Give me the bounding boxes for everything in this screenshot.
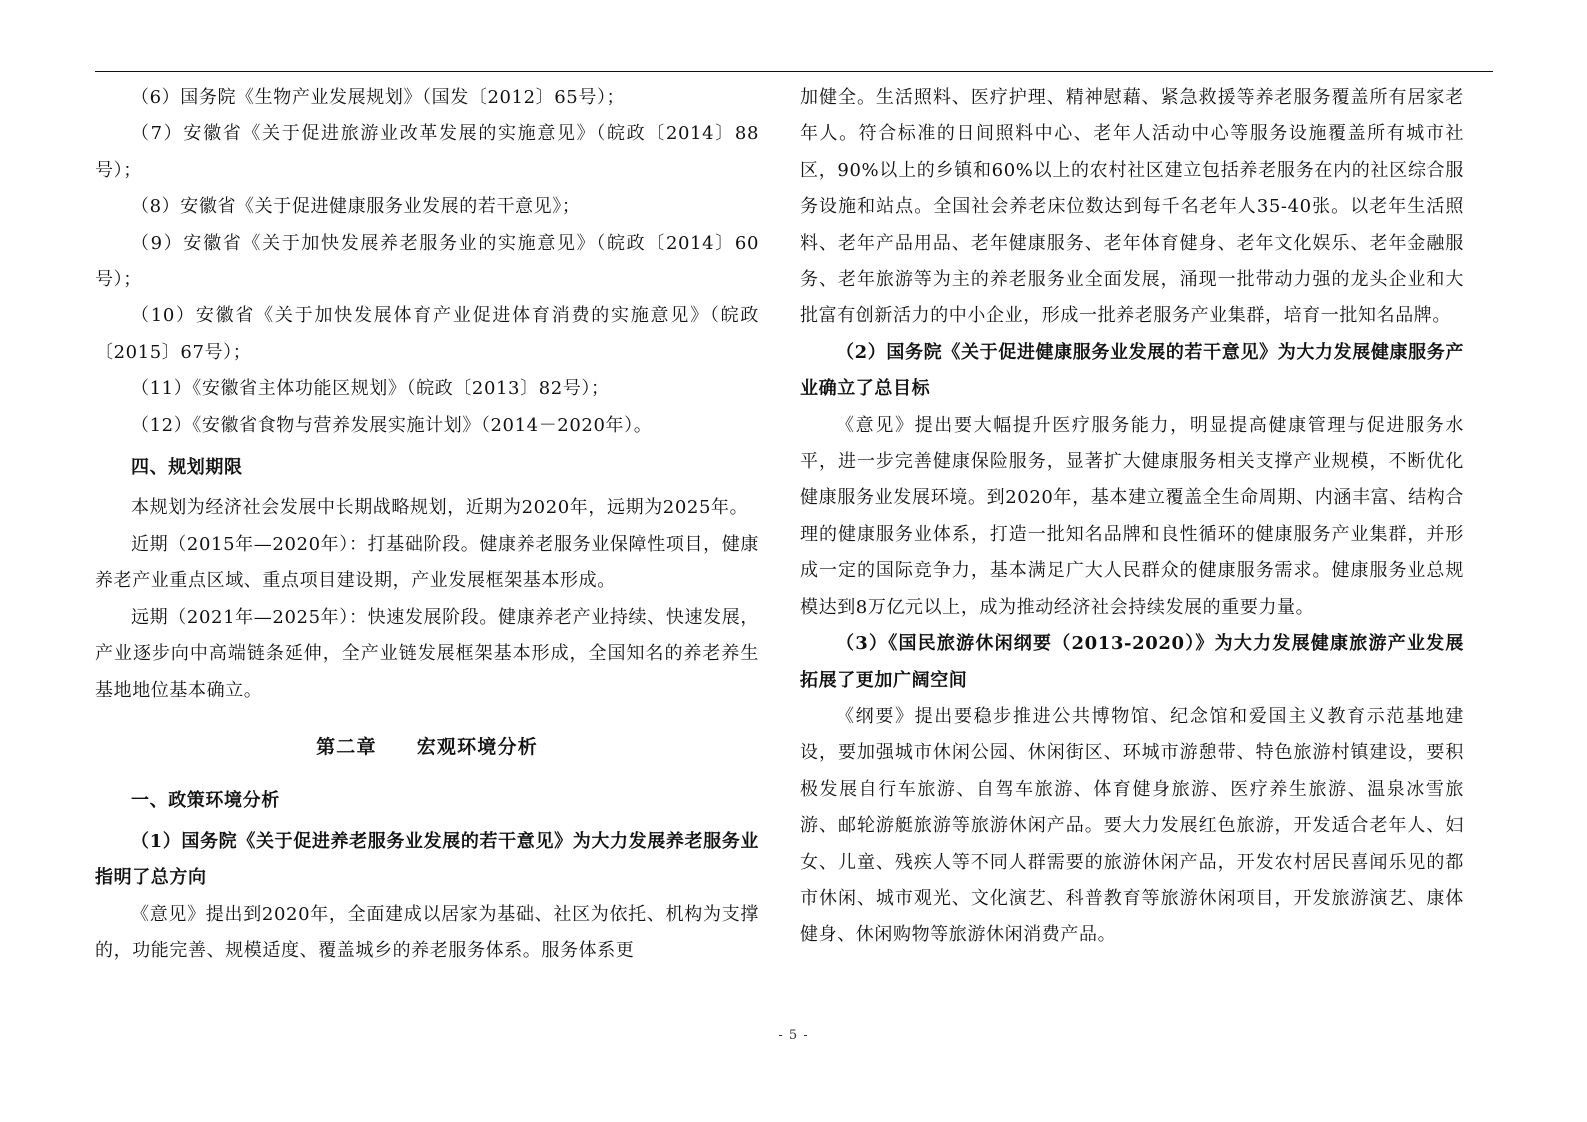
section-heading-policy-environment: 一、政策环境分析 — [131, 790, 280, 812]
reference-item-11: （11）《安徽省主体功能区规划》（皖政〔2013〕82号）； — [131, 378, 610, 400]
reference-item-6: （6）国务院《生物产业发展规划》（国发〔2012〕65号）； — [131, 87, 626, 108]
chapter-title — [95, 729, 759, 765]
reference-item-10: （10）安徽省《关于加快发展体育产业促进体育消费的实施意见》（皖政〔2015〕67号）； — [95, 305, 759, 363]
section-heading-planning-period: 四、规划期限 — [131, 457, 243, 479]
subsection-heading-tourism-leisure: （3）《国民旅游休闲纲要（2013-2020）》为大力发展健康旅游产业发展拓展了更加广阔空间 — [800, 633, 1464, 691]
paragraph-tourism-leisure-outline: 《纲要》提出要稳步推进公共博物馆、纪念馆和爱国主义教育示范基地建设，要加强城市休闲公园、休闲街区、环城市游憩带、特色旅游村镇建设，要积极发展自行车旅游、自驾车旅游、体育健身旅游、医疗养生旅游、温泉冰雪旅游、邮轮游艇旅游等旅游休闲产品。要大力发展红色旅游，开发适合老年人、妇女、儿童、残疾人等不同人群需要的旅游休闲产品，开发农村居民喜闻乐见的都市休闲、城市观光、文化演艺、科普教育等旅游休闲项目，开发旅游演艺、康体健身、休闲购物等旅游休闲消费产品。 — [800, 705, 1464, 946]
paragraph-elderly-care-continued: 加健全。生活照料、医疗护理、精神慰藉、紧急救援等养老服务覆盖所有居家老年人。符合标准的日间照料中心、老年人活动中心等服务设施覆盖所有城市社区，90%以上的乡镇和60%以上的农村社区建立包括养老服务在内的社区综合服务设施和站点。全国社会养老床位数达到每千名老年人35-40张。以老年生活照料、老年产品用品、老年健康服务、老年体育健身、老年文化娱乐、老年金融服务、老年旅游等为主的养老服务业全面发展，涌现一批带动力强的龙头企业和大批富有创新活力的中小企业，形成一批养老服务产业集群，培育一批知名品牌。 — [800, 87, 1464, 327]
right-column — [800, 80, 1464, 954]
subsection-heading-elderly-care: （1）国务院《关于促进养老服务业发展的若干意见》为大力发展养老服务业指明了总方向 — [95, 830, 759, 889]
paragraph-health-services-opinion: 《意见》提出要大幅提升医疗服务能力，明显提高健康管理与促进服务水平，进一步完善健康保险服务，显著扩大健康服务相关支撑产业规模，不断优化健康服务业发展环境。到2020年，基本建立覆盖全生命周期、内涵丰富、结构合理的健康服务业体系，打造一批知名品牌和良性循环的健康服务产业集群，并形成一定的国际竞争力，基本满足广大人民群众的健康服务需求。健康服务业总规模达到8万亿元以上，成为推动经济社会持续发展的重要力量。 — [800, 414, 1464, 618]
paragraph-long-term: 远期（2021年—2025年）：快速发展阶段。健康养老产业持续、快速发展，产业逐步向中高端链条延伸，全产业链发展框架基本形成，全国知名的养老养生基地地位基本确立。 — [95, 606, 759, 701]
paragraph-planning-period: 本规划为经济社会发展中长期战略规划，近期为2020年，远期为2025年。 — [131, 497, 749, 519]
subsection-heading-health-services: （2）国务院《关于促进健康服务业发展的若干意见》为大力发展健康服务产业确立了总目标 — [800, 341, 1464, 400]
reference-item-12: （12）《安徽省食物与营养发展实施计划》（2014－2020年）。 — [131, 414, 653, 436]
reference-item-9: （9）安徽省《关于加快发展养老服务业的实施意见》（皖政〔2014〕60号）； — [95, 232, 759, 291]
left-column — [95, 80, 759, 969]
chapter-name: 宏观环境分析 — [416, 735, 538, 758]
reference-item-8: （8）安徽省《关于促进健康服务业发展的若干意见》； — [131, 196, 581, 218]
chapter-label: 第二章 — [316, 735, 377, 758]
paragraph-near-term: 近期（2015年—2020年）：打基础阶段。健康养老服务业保障性项目，健康养老产业重点区域、重点项目建设期，产业发展框架基本形成。 — [95, 533, 759, 592]
reference-item-7: （7）安徽省《关于促进旅游业改革发展的实施意见》（皖政〔2014〕88号）； — [95, 123, 759, 181]
header-rule — [95, 71, 1493, 72]
paragraph-elderly-care-opinion: 《意见》提出到2020年，全面建成以居家为基础、社区为依托、机构为支撑的，功能完善、规模适度、覆盖城乡的养老服务体系。服务体系更 — [95, 903, 759, 961]
page-number: - 5 - — [778, 1028, 809, 1043]
